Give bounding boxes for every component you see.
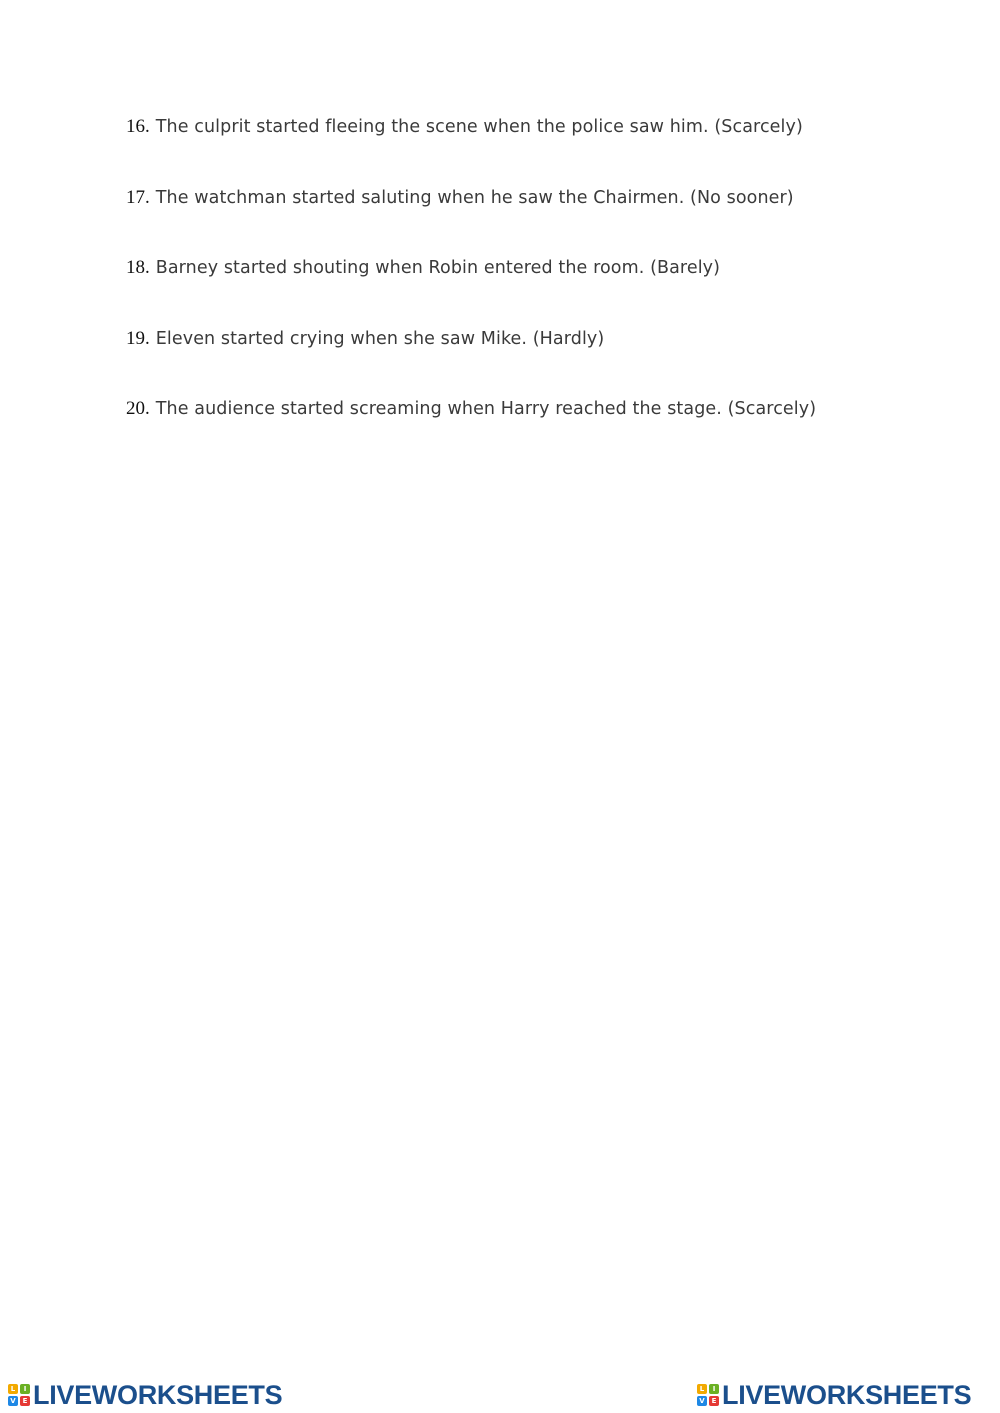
- exercise-number: 17.: [126, 186, 150, 208]
- logo-wordmark: LIVEWORKSHEETS: [33, 1380, 283, 1410]
- exercise-number: 18.: [126, 257, 150, 278]
- exercise-sentence: The culprit started fleeing the scene when the police saw him. (Scarcely): [155, 117, 803, 137]
- liveworksheets-mark-icon: L I V E: [697, 1384, 719, 1406]
- exercise-item-19: [126, 328, 906, 399]
- exercise-item-17: [126, 187, 906, 258]
- exercise-number: 20.: [126, 398, 150, 419]
- exercise-item-16: [126, 116, 906, 187]
- exercise-sentence: Barney started shouting when Robin entered the room. (Barely): [155, 258, 721, 278]
- exercise-sentence: The audience started screaming when Harry reached the stage. (Scarcely): [155, 399, 817, 419]
- exercise-sentence: The watchman started saluting when he saw the Chairmen. (No sooner): [155, 187, 794, 208]
- liveworksheets-mark-icon: L I V E: [8, 1384, 30, 1406]
- logo-wordmark: LIVEWORKSHEETS: [722, 1380, 972, 1410]
- exercise-item-18: [126, 257, 906, 328]
- exercise-number: 19.: [126, 327, 150, 349]
- liveworksheets-logo-right: [697, 1381, 971, 1409]
- exercise-number: 16.: [126, 116, 150, 137]
- exercise-list: [126, 116, 906, 469]
- exercise-item-20: [126, 398, 906, 469]
- liveworksheets-logo-left: [8, 1381, 282, 1409]
- exercise-sentence: Eleven started crying when she saw Mike. (Hardly): [155, 328, 605, 349]
